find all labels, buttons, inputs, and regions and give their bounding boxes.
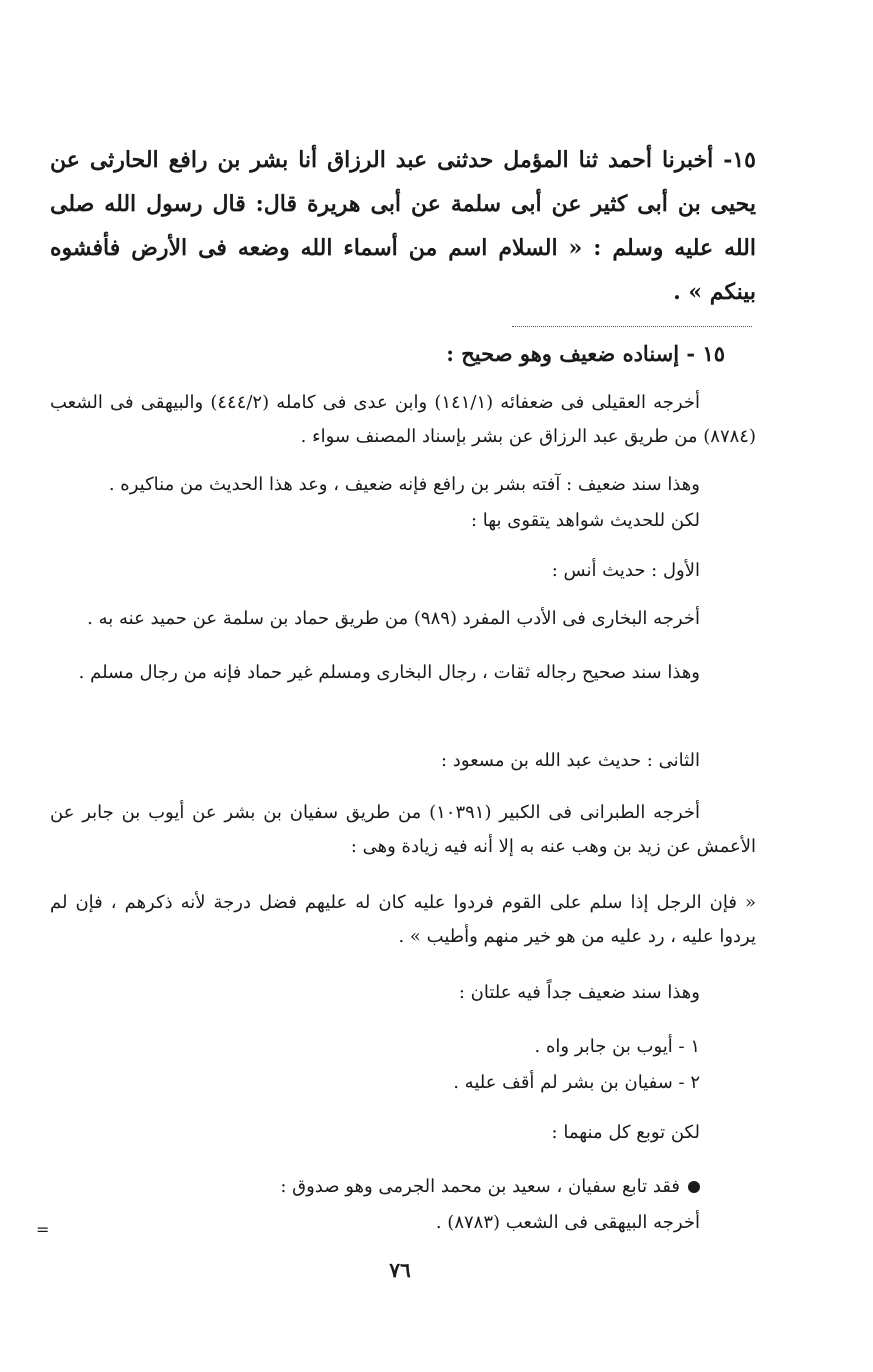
bullet-text: فقد تابع سفيان ، سعيد بن محمد الجرمى وهو صدوق :	[280, 1176, 680, 1197]
bullet-icon	[688, 1181, 700, 1193]
numbered-item: ١ - أيوب بن جابر واه .	[534, 1036, 700, 1057]
section-heading: ١٥ - إسناده ضعيف وهو صحيح :	[446, 341, 725, 366]
page-number: ٧٦	[389, 1258, 411, 1282]
commentary-paragraph: وهذا سند صحيح رجاله ثقات ، رجال البخارى ومسلم غير حماد فإنه من رجال مسلم .	[78, 662, 700, 683]
footnote-divider	[512, 326, 752, 327]
hadith-text: ١٥- أخبرنا أحمد ثنا المؤمل حدثنى عبد الرزاق أنا بشر بن رافع الحارثى عن يحيى بن أبى كثير عن أبى سلمة عن أبى هريرة قال: قال رسول الله صلى الله عليه وسلم : « السلام اسم من أسماء الله وضعه فى الأرض فأفشوه بينكم » .	[50, 147, 756, 305]
numbered-item: ٢ - سفيان بن بشر لم أقف عليه .	[453, 1072, 700, 1093]
commentary-paragraph: لكن توبع كل منهما :	[551, 1122, 700, 1143]
quoted-hadith: « فإن الرجل إذا سلم على القوم فردوا عليه كان له عليهم فضل درجة لأنه ذكرهم ، فإن لم يردوا عليه ، رد عليه من هو خير منهم وأطيب » .	[50, 892, 756, 947]
commentary-paragraph: أخرجه الطبرانى فى الكبير (١٠٣٩١) من طريق سفيان بن بشر عن أيوب بن جابر عن الأعمش عن زيد بن وهب عنه به إلا أنه فيه زيادة وهى :	[50, 802, 756, 857]
commentary-paragraph: الأول : حديث أنس :	[551, 560, 700, 581]
commentary-paragraph: أخرجه البيهقى فى الشعب (٨٧٨٣) .	[435, 1212, 700, 1233]
commentary-paragraph: وهذا سند ضعيف جداً فيه علتان :	[458, 982, 700, 1003]
commentary-paragraph: لكن للحديث شواهد يتقوى بها :	[470, 510, 700, 531]
commentary-paragraph: الثانى : حديث عبد الله بن مسعود :	[441, 750, 700, 771]
commentary-paragraph: وهذا سند ضعيف : آفته بشر بن رافع فإنه ضعيف ، وعد هذا الحديث من مناكيره .	[108, 474, 700, 495]
bullet-paragraph	[50, 1170, 756, 1204]
margin-mark: =	[36, 1220, 50, 1239]
commentary-paragraph: أخرجه العقيلى فى ضعفائه (١٤١/١) وابن عدى فى كامله (٤٤٤/٢) والبيهقى فى الشعب (٨٧٨٤) من طريق عبد الرزاق عن بشر بإسناد المصنف سواء .	[50, 392, 756, 447]
commentary-paragraph: أخرجه البخارى فى الأدب المفرد (٩٨٩) من طريق حماد بن سلمة عن حميد عنه به .	[87, 608, 700, 629]
